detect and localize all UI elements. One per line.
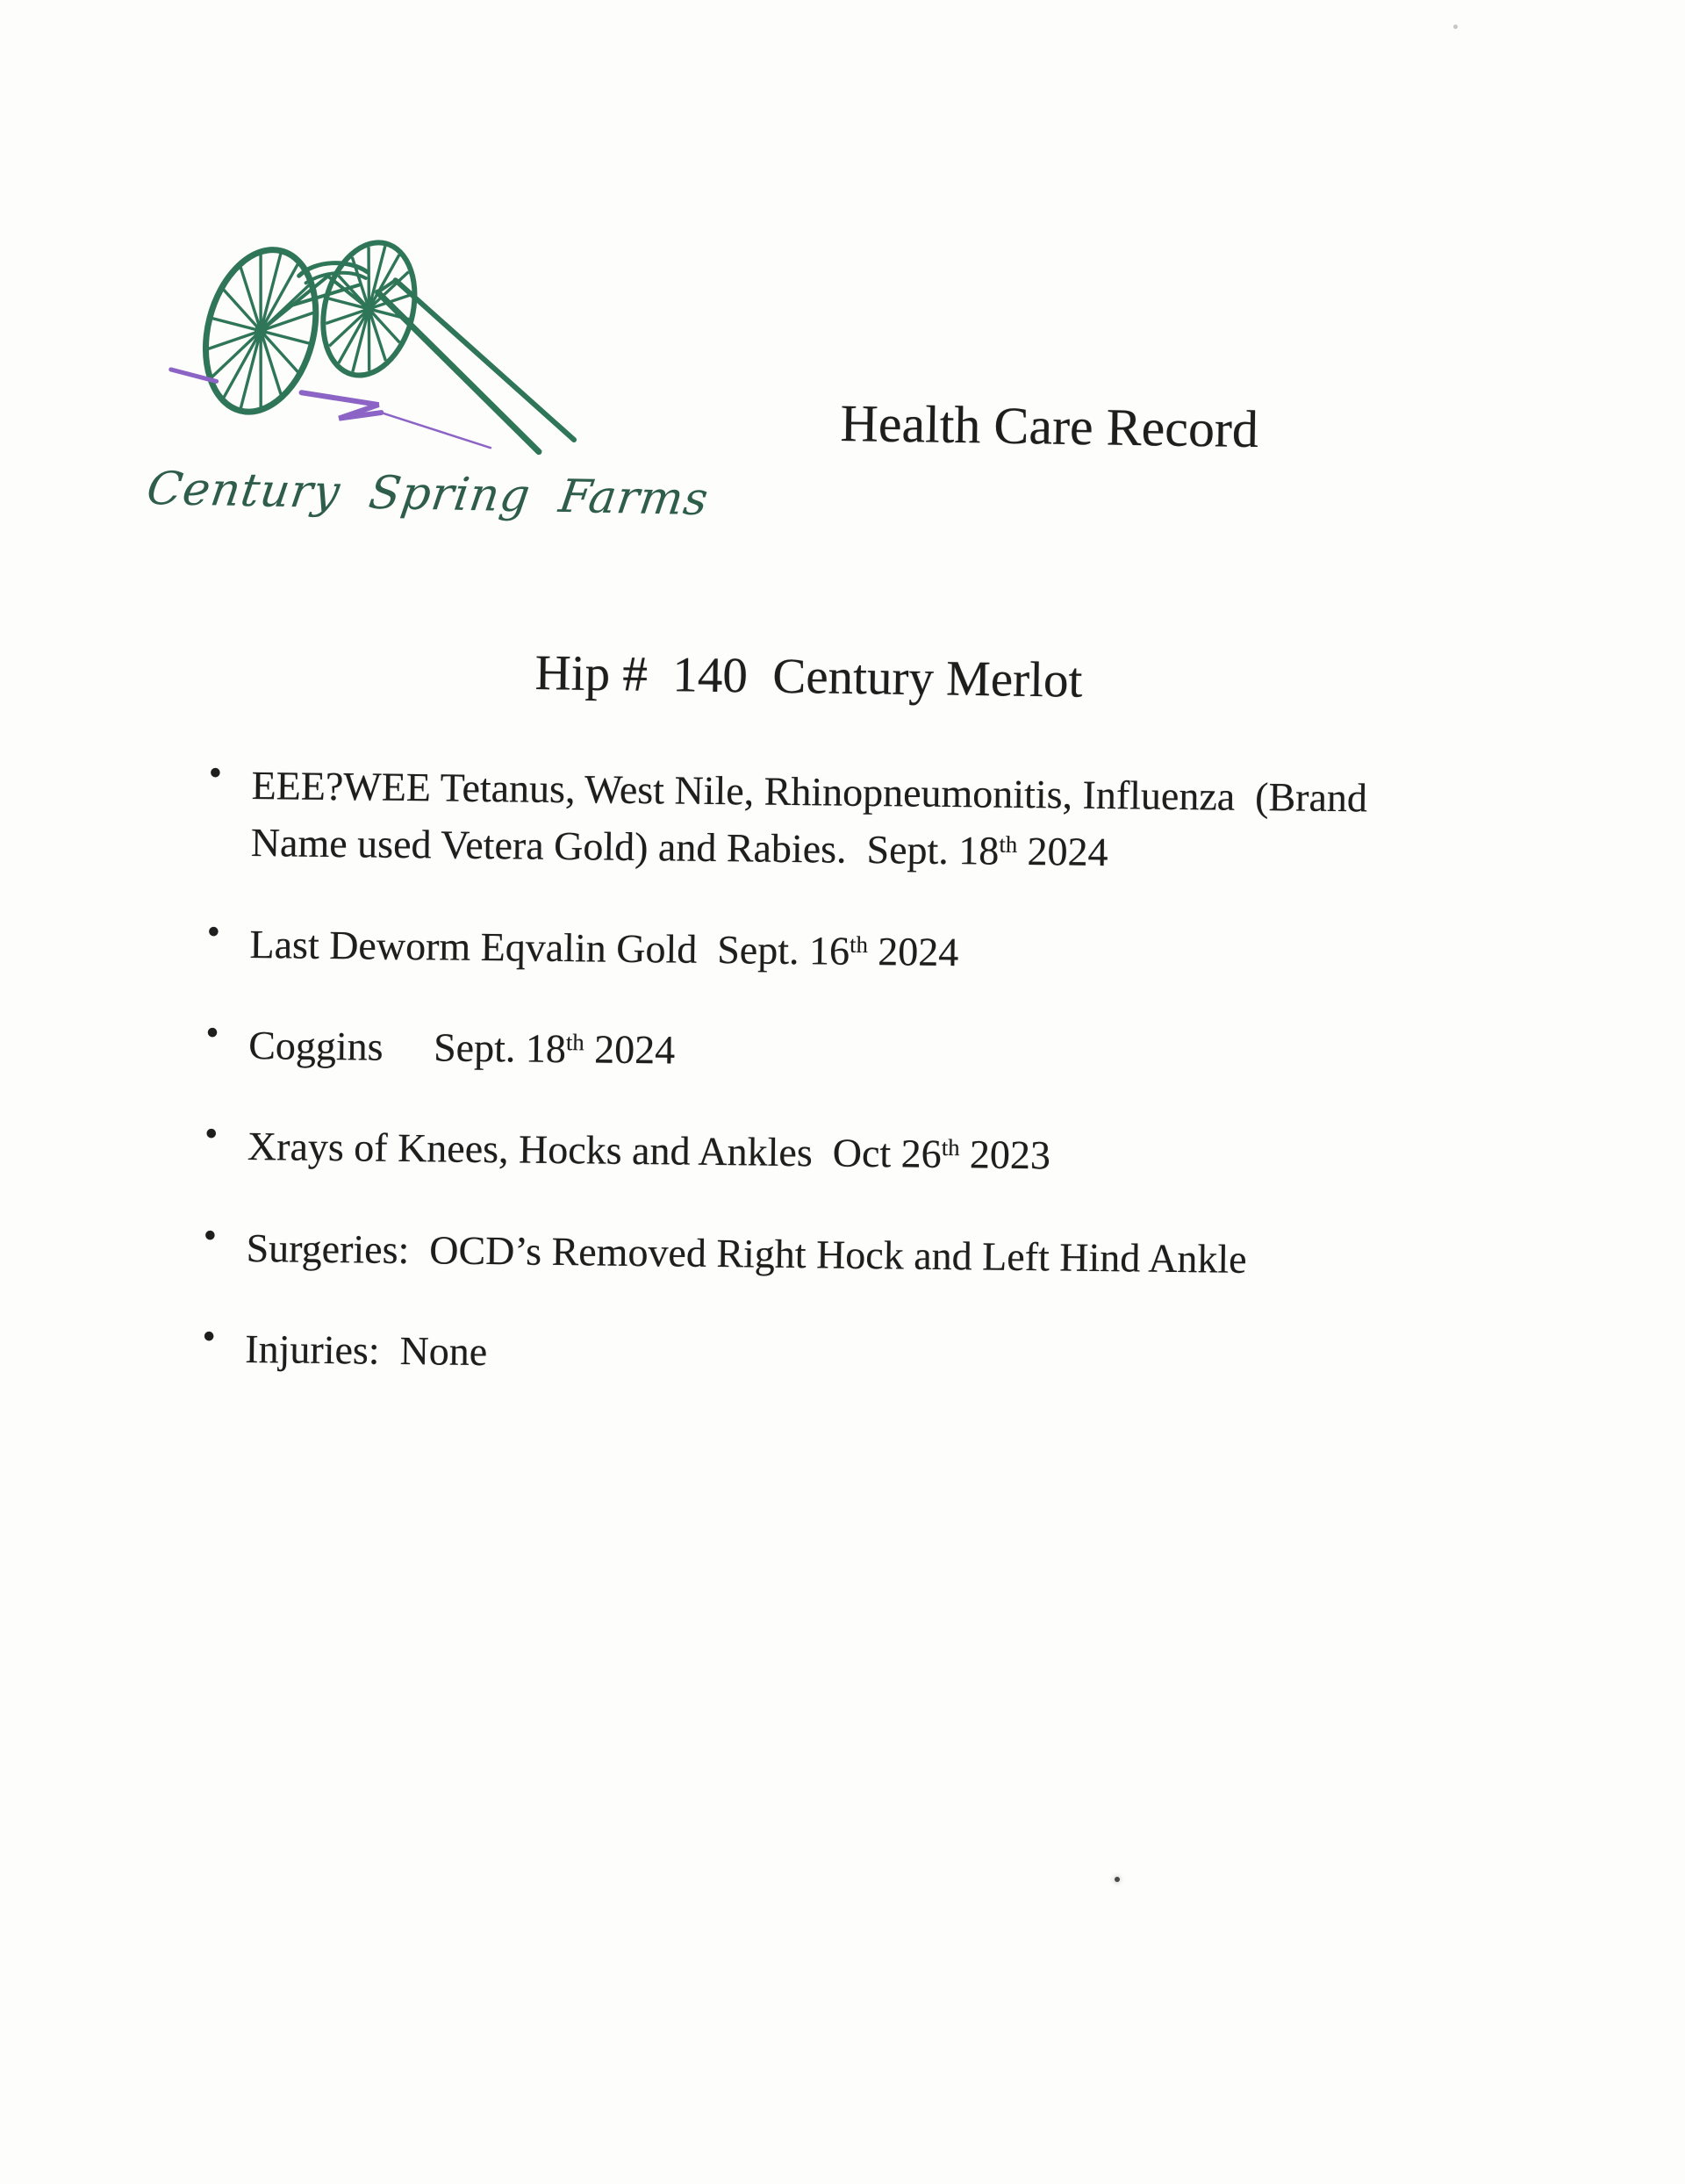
record-item-deworm (204, 915, 1584, 988)
lightning-tail (381, 413, 491, 448)
bullet-icon: • (204, 915, 224, 952)
scan-speck (1453, 25, 1458, 29)
bullet-icon: • (205, 756, 226, 793)
lightning-bolt (301, 392, 381, 419)
record-year: 2024 (584, 1026, 676, 1073)
scan-speck (1115, 1877, 1120, 1882)
record-text: Coggins Sept. 18 (247, 1022, 567, 1072)
record-text: Xrays of Knees, Hocks and Ankles Oct 26 (247, 1124, 943, 1177)
record-text: EEE?WEE Tetanus, West Nile, Rhinopneumonitis, Influenza (Brand (251, 762, 1368, 821)
record-year: 2024 (1016, 829, 1108, 875)
record-year: 2023 (959, 1132, 1051, 1178)
record-text: Last Deworm Eqvalin Gold Sept. 16 (249, 921, 850, 973)
health-record-list (199, 756, 1585, 1436)
date-ordinal: th (941, 1134, 960, 1161)
record-item-vaccinations (205, 756, 1586, 887)
farm-name-script: Century Spring Farms (143, 463, 713, 527)
bullet-icon: • (199, 1319, 219, 1356)
record-text: Name used Vetera Gold) and Rabies. Sept. 18 (250, 820, 1000, 873)
record-item-xrays (201, 1117, 1582, 1190)
horse-cart-logo-icon (147, 222, 605, 468)
horse-heading: Hip # 140 Century Merlot (534, 645, 1083, 708)
bullet-icon: • (200, 1218, 220, 1255)
bullet-icon: • (203, 1016, 222, 1052)
record-text: Injuries: None (245, 1325, 488, 1374)
date-ordinal: th (565, 1029, 584, 1056)
date-ordinal: th (849, 930, 869, 958)
record-text: Surgeries: OCD’s Removed Right Hock and Left Hind Ankle (246, 1225, 1247, 1282)
farm-logo (143, 224, 713, 540)
date-ordinal: th (999, 831, 1018, 859)
document-title: Health Care Record (840, 394, 1259, 459)
record-item-coggins (203, 1016, 1583, 1089)
record-year: 2024 (867, 928, 959, 974)
bullet-icon: • (201, 1117, 221, 1153)
record-item-surgeries (200, 1218, 1581, 1292)
record-item-injuries (199, 1319, 1580, 1393)
